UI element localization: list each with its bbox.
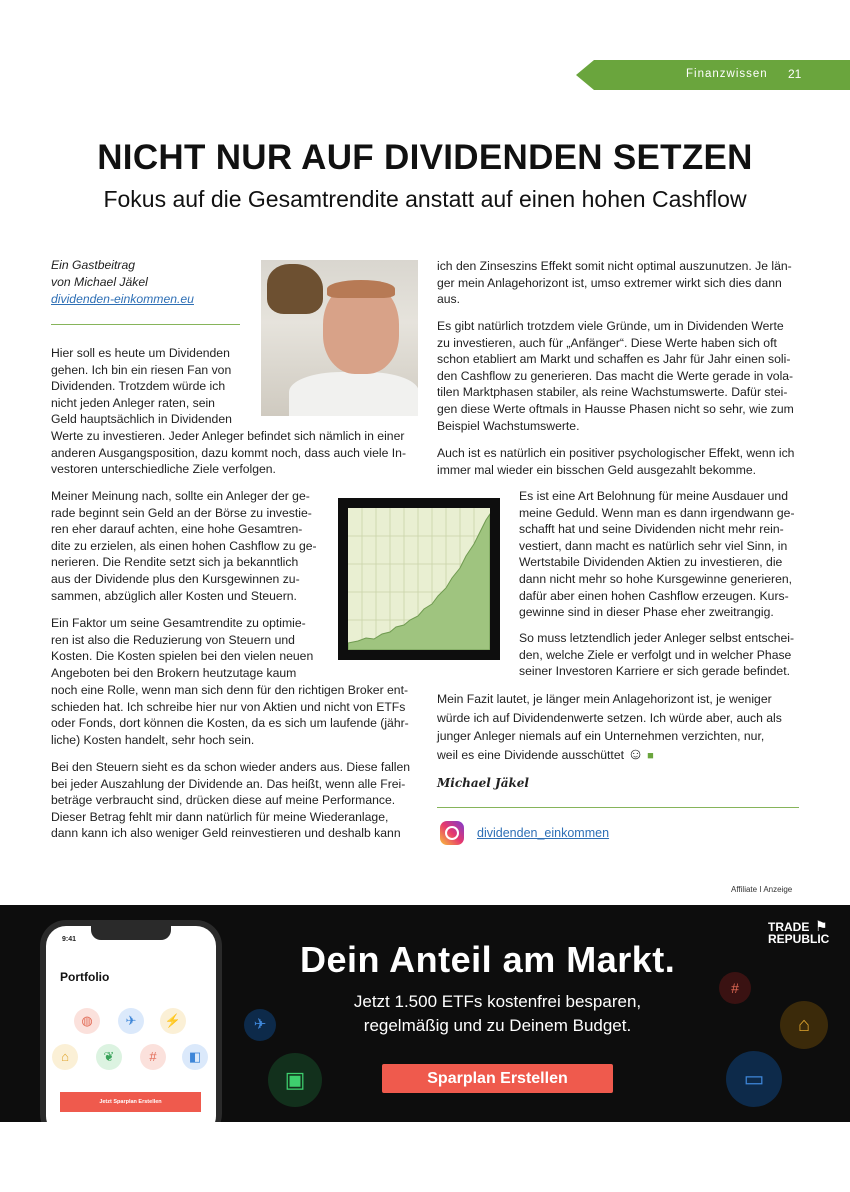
text-line: Dieser Betrag fehlt mir dann natürlich für meine Wiederanlage, [51,809,389,824]
instagram-handle-link[interactable]: dividenden_einkommen [477,826,610,840]
text-line: junger Anleger niemals auf ein Unternehmen verzichten, nur, [437,729,765,743]
text-line: Ein Faktor um seine Gesamtrendite zu optimie- [51,616,306,630]
trade-republic-ad[interactable] [0,905,850,1122]
right-paragraph-3 [437,445,799,478]
text-line: beträge verbraucht sind, drücken diese auf meine Performance. [51,793,396,808]
text-line: schon etabliert am Markt und schaffen es Jahr für Jahr einen soli- [437,352,791,367]
right-paragraph-1 [437,258,799,308]
text-line: Beispiel Wachstumswerte. [437,418,580,433]
photo-shirt [289,372,418,416]
sparplan-erstellen-button[interactable]: Sparplan Erstellen [382,1064,613,1093]
left-paragraph-3-full [51,682,414,748]
text-line: weil es eine Dividende ausschüttet [437,747,624,762]
text-line: Hier soll es heute um Dividenden [51,346,230,360]
phone-portfolio-title: Portfolio [60,970,110,984]
text-line: zu investieren, auch für „Anfänger“. Diese Werte haben sich oft [437,335,777,350]
right-paragraph-4 [519,488,799,621]
smiley-icon: ☺ [627,745,644,763]
phone-sparplan-button: Jetzt Sparplan Erstellen [60,1092,201,1112]
text-line: So muss letztendlich jeder Anleger selbst entschei- [519,631,795,645]
phone-notch [91,926,171,940]
text-line: Mein Fazit lautet, je länger mein Anlagehorizont ist, je weniger [437,692,772,706]
text-line: Wertstabile Dividenden Aktien zu investieren, die [519,555,783,570]
text-line: sammen, abzüglich aller Kosten und Steuern. [51,588,297,603]
flag-logo-icon: ⚑ [815,918,828,934]
text-line: rade beginnt sein Geld an der Börse zu investie- [51,505,312,520]
bank-icon: ⌂ [780,1001,828,1049]
right-paragraph-2 [437,318,799,434]
text-line: den Cashflow zu generieren. Das macht die Werte gerade in vola- [437,368,794,383]
text-line: Kosten. Die Kosten spielen bei den vielen neuen [51,649,314,664]
barrier-icon: # [719,972,751,1004]
ad-subline-1: Jetzt 1.500 ETFs kostenfrei besparen, [353,992,642,1011]
ad-subline-2: regelmäßig und zu Deinem Budget. [363,1016,632,1035]
right-paragraph-5 [519,630,799,680]
left-paragraph-3-wrap [51,615,319,681]
author-signature: Michael Jäkel [437,776,529,790]
text-line: immer mal wieder ein bisschen Geld ausgezahlt bekomme. [437,462,757,477]
text-line: seiner Investoren Karriere er sich gerade befindet. [519,664,790,679]
globe-icon: ◍ [74,1008,100,1034]
affiliate-label: Affiliate I Anzeige [731,885,793,894]
author-photo [261,260,418,416]
chart-graphic [348,508,490,650]
ad-headline: Dein Anteil am Markt. [300,939,676,980]
text-line: gewinne sind in dieser Phase eher zweitrangig. [519,605,774,620]
text-line: vestiert, dann macht es natürlich sehr viel Sinn, in [519,538,788,553]
text-line: würde ich auf Dividendenwerte setzen. Ich würde aber, auch als [437,710,782,725]
growth-chart-image [338,498,500,660]
barrier-icon: # [140,1044,166,1070]
text-line: nicht jeden Anleger raten, sein [51,395,215,410]
byline-line1: Ein Gastbeitrag [51,258,136,272]
text-line: noch eine Rolle, wenn man sich denn für den richtigen Broker ent- [51,683,409,697]
text-line: ich den Zinseszins Effekt somit nicht optimal auszunutzen. Je län- [437,259,792,273]
text-line: aus. [437,292,461,307]
text-line: aus der Dividende plus den Kursgewinnen zu- [51,571,300,586]
leaf-icon: ❦ [96,1044,122,1070]
text-line: tilen Marktphasen stabiler, als reine Wachstumswerte. Dafür stei- [437,385,788,400]
airplane-icon: ✈ [118,1008,144,1034]
text-line: dann kann ich also weniger Geld reinvestieren und deshalb kann [51,826,401,841]
laptop-icon: ▭ [726,1051,782,1107]
chart-canvas [348,508,490,650]
phone-screen [46,926,216,1122]
text-line: oder Fonds, dort können die Kosten, da es sich um laufende (jähr- [51,716,409,731]
article-subtitle: Fokus auf die Gesamtrendite anstatt auf einen hohen Cashflow [103,186,747,212]
text-line: Meiner Meinung nach, sollte ein Anleger der ge- [51,489,310,503]
text-line: den, welche Ziele er verfolgt und in welcher Phase [519,647,792,662]
text-line: Auch ist es natürlich ein positiver psychologischer Effekt, wenn ich [437,446,795,460]
photo-dog [267,264,323,314]
text-line: ger mein Anlagehorizont ist, umso extremer wirkt sich dies dann [437,275,782,290]
text-line: Es ist eine Art Belohnung für meine Ausdauer und [519,489,788,503]
bank-icon: ⌂ [52,1044,78,1070]
byline-website-link[interactable]: dividenden-einkommen.eu [51,292,194,306]
text-line: dann nicht mehr so hohe Kursgewinne generieren, [519,571,793,586]
brand-line1: TRADE [768,920,810,934]
text-line: bei jeder Auszahlung der Dividende an. Das heißt, wenn alle Frei- [51,776,406,791]
section-label: Finanzwissen [686,68,768,80]
article-title: NICHT NUR AUF DIVIDENDEN SETZEN [97,138,753,177]
text-line: ren eher darauf achten, eine hohe Gesamtren- [51,522,303,537]
text-line: dafür aber einen hohen Cashflow erzeugen. Kurs- [519,588,789,603]
lightning-icon: ⚡ [160,1008,186,1034]
text-line: schafft hat und seine Dividenden nicht mehr rein- [519,522,784,537]
left-paragraph-4 [51,759,414,842]
text-line: nerieren. Die Rendite setzt sich ja bekanntlich [51,555,299,570]
text-line: Werte zu investieren. Jeder Anleger befindet sich nämlich in einer [51,429,405,443]
text-line: gehen. Ich bin ein riesen Fan von [51,362,232,377]
text-line: anderen Ausgangsposition, dazu kommt noch, dass auch viele In- [51,445,407,460]
text-line: meine Geduld. Wenn man es dann irgendwann ge- [519,505,795,520]
byline-divider [51,324,240,325]
end-mark-icon: ■ [647,749,654,762]
car-icon: ◧ [182,1044,208,1070]
ad-subline [300,990,695,1038]
photo-hair [327,280,395,298]
text-line: Geld hauptsächlich in Dividenden [51,412,232,427]
chip-icon: ▣ [268,1053,322,1107]
text-line: Bei den Steuern sieht es da schon wieder anders aus. Diese fallen [51,760,411,774]
text-line: Es gibt natürlich trotzdem viele Gründe, um in Dividenden Werte [437,319,784,333]
text-line: Angeboten bei den Brokern heutzutage kaum [51,665,297,680]
phone-time: 9:41 [62,936,77,943]
text-line: Dividenden. Trotzdem würde ich [51,379,226,394]
brand-line2: REPUBLIC [768,932,830,946]
instagram-icon[interactable] [440,821,464,845]
text-line: dite zu erzielen, als einen hohen Cashflow zu ge- [51,538,317,553]
text-line: schieden hat. Ich schreibe hier nur von Aktien und nicht von ETFs [51,699,406,714]
text-line: ren ist also die Reduzierung von Steuern und [51,632,295,647]
phone-mockup [40,920,222,1122]
airplane-icon: ✈ [244,1009,276,1041]
text-line: liche) Kosten handelt, sehr hoch sein. [51,732,255,747]
left-paragraph-1-full [51,428,414,478]
byline-line2: von Michael Jäkel [51,275,148,289]
left-paragraph-2 [51,488,319,604]
signature-divider [437,807,799,808]
text-line: gen diese Werte oftmals in Hausse Phasen nicht so sehr, wie zum [437,401,794,416]
instagram-icon-ring [445,826,459,840]
right-paragraph-6 [437,690,799,765]
text-line: vestoren unterschiedliche Ziele verfolgen. [51,462,276,477]
page-number: 21 [788,67,802,81]
closing-line [437,746,799,766]
left-paragraph-1-wrap [51,345,241,428]
